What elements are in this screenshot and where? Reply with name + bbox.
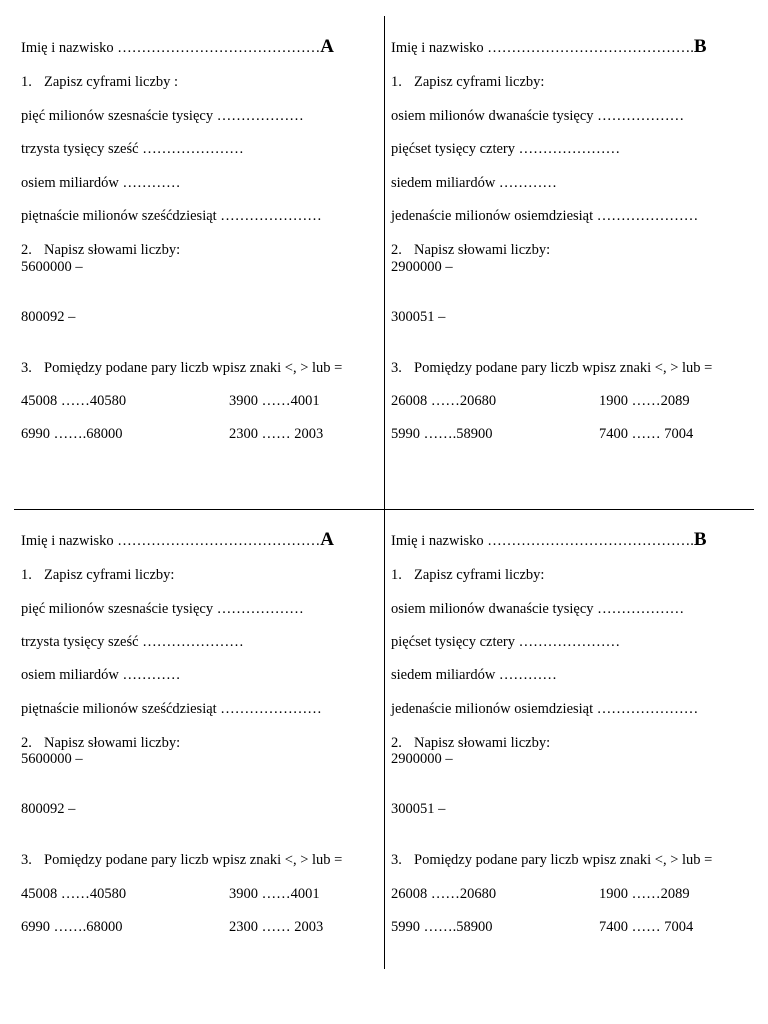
comparison-pair: 45008 ……40580 (21, 886, 127, 902)
task-1-item: jedenaście milionów osiemdziesiąt ………………… (391, 208, 699, 224)
task-1-item: siedem miliardów ………… (391, 175, 557, 191)
task-2-item: 5600000 – (21, 751, 83, 767)
comparison-pair: 7400 …… 7004 (599, 426, 694, 442)
task-1-item: osiem miliardów ………… (21, 667, 181, 683)
worksheet-card-a-bottom (21, 493, 379, 993)
task-number: 3. (21, 852, 32, 868)
task-number: 2. (391, 735, 402, 751)
worksheet-card-a-top (21, 0, 379, 500)
comparison-pair: 3900 ……4001 (229, 886, 320, 902)
name-line (21, 531, 334, 550)
comparison-pair: 2300 …… 2003 (229, 426, 324, 442)
task-1-heading (21, 74, 178, 91)
task-number: 1. (391, 74, 402, 90)
task-1-item: osiem miliardów ………… (21, 175, 181, 191)
task-text: Zapisz cyframi liczby: (44, 567, 175, 583)
task-2-item: 300051 – (391, 309, 446, 325)
group-letter: B (693, 529, 707, 550)
task-text: Pomiędzy podane pary liczb wpisz znaki <, > lub = (414, 360, 713, 376)
group-letter: B (693, 36, 707, 57)
task-1-heading (391, 567, 544, 584)
task-text: Zapisz cyframi liczby : (44, 74, 179, 90)
task-text: Zapisz cyframi liczby: (414, 74, 545, 90)
comparison-pair: 1900 ……2089 (599, 886, 690, 902)
vertical-cut-line (384, 16, 385, 969)
comparison-pair: 26008 ……20680 (391, 886, 497, 902)
task-number: 2. (21, 735, 32, 751)
comparison-pair: 45008 ……40580 (21, 393, 127, 409)
task-1-item: trzysta tysięcy sześć ………………… (21, 141, 244, 157)
task-number: 2. (21, 242, 32, 258)
name-label: Imię i nazwisko …………………………………… (21, 40, 321, 56)
task-3-heading (21, 852, 342, 869)
name-label: Imię i nazwisko ……………………………………. (391, 40, 694, 56)
task-3-heading (391, 852, 712, 869)
task-3-heading (21, 360, 342, 377)
task-number: 3. (391, 360, 402, 376)
task-1-item: pięćset tysięcy cztery ………………… (391, 634, 621, 650)
task-number: 3. (391, 852, 402, 868)
task-text: Pomiędzy podane pary liczb wpisz znaki <, > lub = (414, 852, 713, 868)
group-letter: A (320, 36, 334, 57)
task-text: Napisz słowami liczby: (414, 242, 551, 258)
task-1-item: trzysta tysięcy sześć ………………… (21, 634, 244, 650)
task-2-item: 300051 – (391, 801, 446, 817)
comparison-pair: 5990 …….58900 (391, 919, 493, 935)
task-1-heading (391, 74, 544, 91)
task-3-heading (391, 360, 712, 377)
comparison-pair: 1900 ……2089 (599, 393, 690, 409)
worksheet-card-b-top (391, 0, 749, 500)
task-number: 1. (21, 74, 32, 90)
comparison-pair: 26008 ……20680 (391, 393, 497, 409)
task-2-heading (21, 242, 180, 259)
group-letter: A (320, 529, 334, 550)
task-2-heading (21, 735, 180, 752)
task-2-item: 800092 – (21, 801, 76, 817)
comparison-pair: 7400 …… 7004 (599, 919, 694, 935)
task-2-item: 800092 – (21, 309, 76, 325)
task-text: Pomiędzy podane pary liczb wpisz znaki <, > lub = (44, 852, 343, 868)
task-1-item: siedem miliardów ………… (391, 667, 557, 683)
task-1-item: piętnaście milionów sześćdziesiąt ………………… (21, 208, 322, 224)
task-1-item: jedenaście milionów osiemdziesiąt ………………… (391, 701, 699, 717)
task-text: Napisz słowami liczby: (44, 735, 181, 751)
task-1-item: piętnaście milionów sześćdziesiąt ………………… (21, 701, 322, 717)
task-1-item: osiem milionów dwanaście tysięcy ……………… (391, 108, 685, 124)
task-number: 1. (21, 567, 32, 583)
name-line (21, 38, 334, 57)
task-number: 3. (21, 360, 32, 376)
comparison-pair: 2300 …… 2003 (229, 919, 324, 935)
task-text: Napisz słowami liczby: (44, 242, 181, 258)
comparison-pair: 6990 …….68000 (21, 426, 123, 442)
comparison-pair: 6990 …….68000 (21, 919, 123, 935)
task-number: 2. (391, 242, 402, 258)
task-text: Napisz słowami liczby: (414, 735, 551, 751)
task-2-item: 2900000 – (391, 259, 453, 275)
comparison-pair: 3900 ……4001 (229, 393, 320, 409)
task-2-heading (391, 242, 550, 259)
task-text: Pomiędzy podane pary liczb wpisz znaki <, > lub = (44, 360, 343, 376)
name-label: Imię i nazwisko ……………………………………. (391, 533, 694, 549)
task-1-item: osiem milionów dwanaście tysięcy ……………… (391, 601, 685, 617)
name-line (391, 38, 707, 57)
task-number: 1. (391, 567, 402, 583)
task-1-item: pięćset tysięcy cztery ………………… (391, 141, 621, 157)
task-1-heading (21, 567, 174, 584)
task-2-heading (391, 735, 550, 752)
task-1-item: pięć milionów szesnaście tysięcy ……………… (21, 601, 304, 617)
comparison-pair: 5990 …….58900 (391, 426, 493, 442)
name-line (391, 531, 707, 550)
task-2-item: 2900000 – (391, 751, 453, 767)
task-2-item: 5600000 – (21, 259, 83, 275)
task-text: Zapisz cyframi liczby: (414, 567, 545, 583)
worksheet-card-b-bottom (391, 493, 749, 993)
name-label: Imię i nazwisko …………………………………… (21, 533, 321, 549)
task-1-item: pięć milionów szesnaście tysięcy ……………… (21, 108, 304, 124)
